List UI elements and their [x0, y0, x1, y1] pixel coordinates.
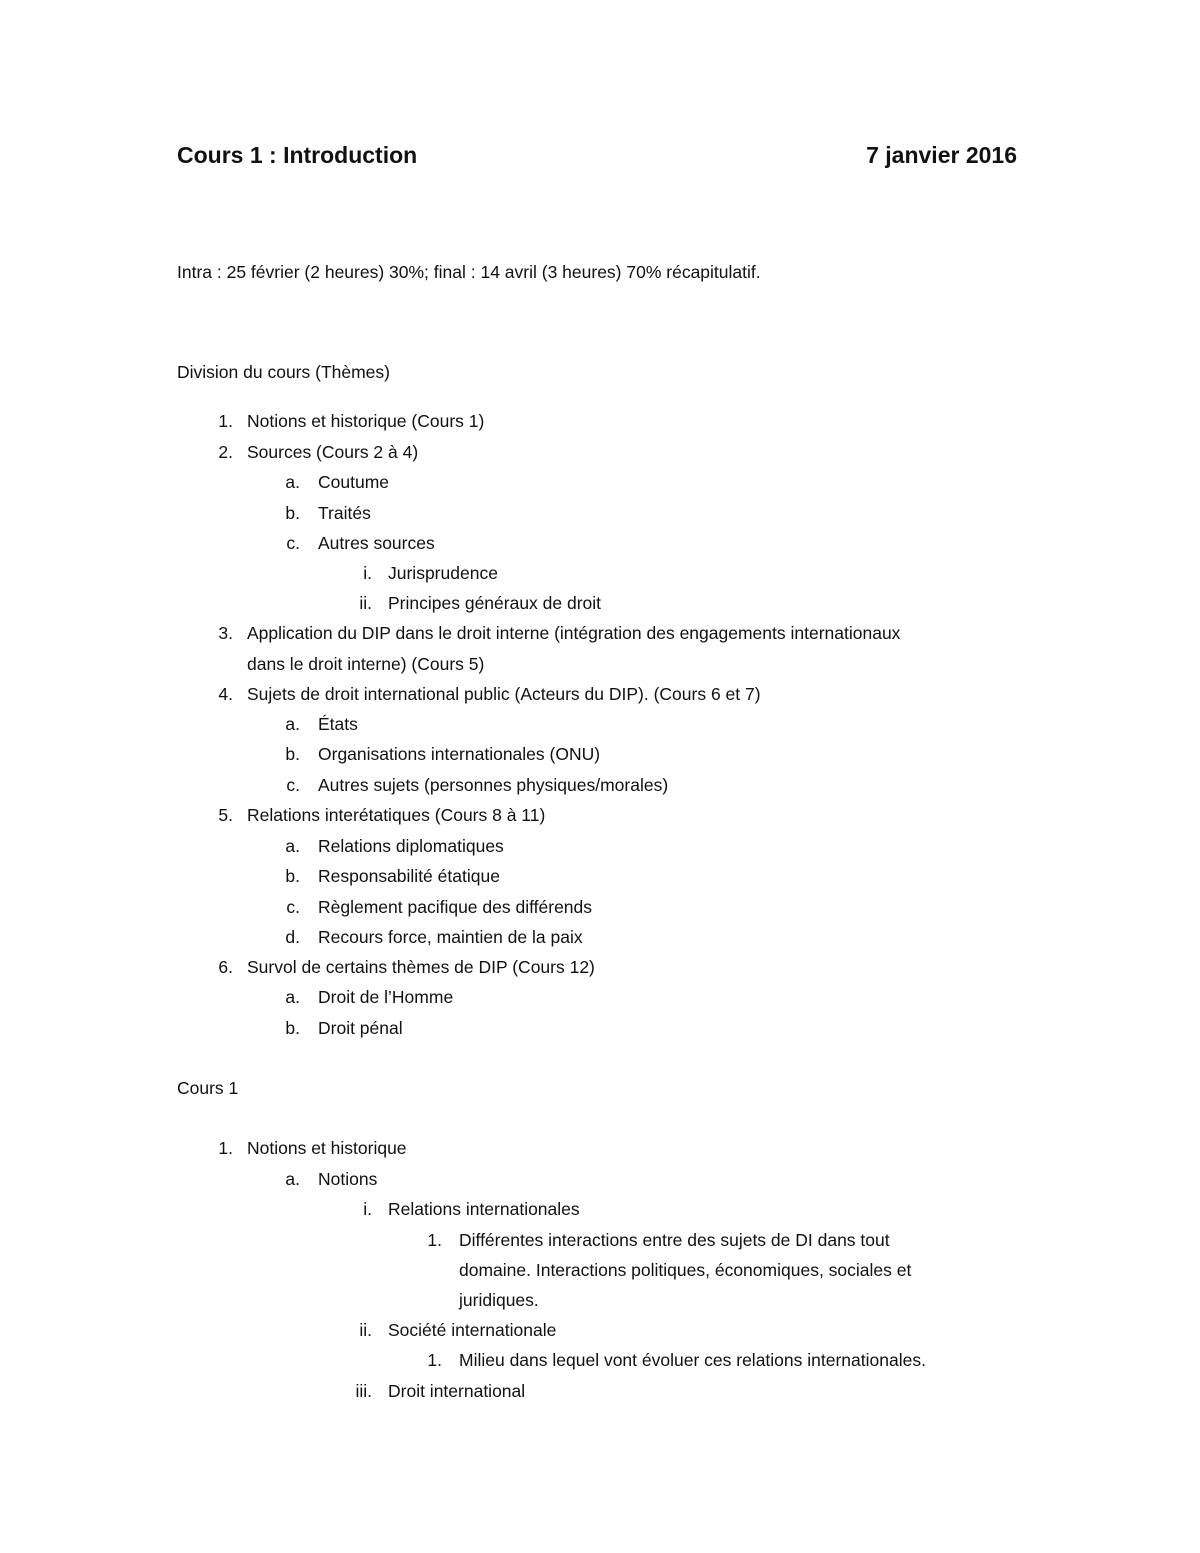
list-marker: b.: [285, 744, 300, 764]
list-marker: 1.: [427, 1230, 442, 1250]
list-item-continuation: dans le droit interne) (Cours 5): [247, 654, 485, 674]
list-item: Droit pénal: [318, 1018, 403, 1038]
list-item: Relations interétatiques (Cours 8 à 11): [247, 805, 546, 825]
list-marker: ii.: [359, 1320, 372, 1340]
list-marker: a.: [285, 836, 300, 856]
list-item: Coutume: [318, 472, 390, 492]
list-item: Autres sources: [318, 533, 435, 553]
list-marker: a.: [285, 1169, 300, 1189]
list-marker: c.: [286, 897, 300, 917]
list-item: Autres sujets (personnes physiques/morales): [318, 775, 669, 795]
list-marker: 4.: [218, 684, 233, 704]
list-marker: a.: [285, 987, 300, 1007]
list-marker: b.: [285, 866, 300, 886]
list-item: Notions: [318, 1169, 378, 1189]
list-item: Sources (Cours 2 à 4): [247, 442, 419, 462]
list-item: Milieu dans lequel vont évoluer ces relations internationales.: [459, 1350, 926, 1370]
list-marker: 1.: [427, 1350, 442, 1370]
list-marker: i.: [363, 563, 372, 583]
document-title: Cours 1 : Introduction: [177, 142, 418, 168]
list-item: Droit de l’Homme: [318, 987, 454, 1007]
cours1-heading: Cours 1: [177, 1078, 239, 1098]
list-item: Traités: [318, 503, 371, 523]
list-item: Notions et historique: [247, 1138, 407, 1158]
list-item-continuation: domaine. Interactions politiques, économiques, sociales et: [459, 1260, 912, 1280]
list-marker: 2.: [218, 442, 233, 462]
list-item: Différentes interactions entre des sujets de DI dans tout: [459, 1230, 890, 1250]
list-marker: 1.: [218, 1138, 233, 1158]
list-marker: b.: [285, 503, 300, 523]
list-marker: c.: [286, 775, 300, 795]
list-marker: 5.: [218, 805, 233, 825]
list-item: Sujets de droit international public (Acteurs du DIP). (Cours 6 et 7): [247, 684, 761, 704]
list-item: Relations diplomatiques: [318, 836, 504, 856]
list-marker: 6.: [218, 957, 233, 977]
list-marker: a.: [285, 472, 300, 492]
list-marker: iii.: [355, 1381, 372, 1401]
list-item: Jurisprudence: [388, 563, 498, 583]
list-item: Notions et historique (Cours 1): [247, 411, 485, 431]
list-marker: i.: [363, 1199, 372, 1219]
list-item: Société internationale: [388, 1320, 557, 1340]
list-item: Organisations internationales (ONU): [318, 744, 601, 764]
list-marker: d.: [285, 927, 300, 947]
list-marker: 1.: [218, 411, 233, 431]
list-item: Principes généraux de droit: [388, 593, 602, 613]
list-item: Règlement pacifique des différends: [318, 897, 593, 917]
list-item-continuation: juridiques.: [459, 1290, 539, 1310]
title-row: [177, 142, 1017, 178]
list-item: Application du DIP dans le droit interne (intégration des engagements internationaux: [247, 623, 901, 643]
list-item: Survol de certains thèmes de DIP (Cours 12): [247, 957, 595, 977]
list-item: Droit international: [388, 1381, 526, 1401]
list-marker: ii.: [359, 593, 372, 613]
exam-schedule: Intra : 25 février (2 heures) 30%; final : 14 avril (3 heures) 70% récapitulatif.: [177, 262, 761, 282]
document-date: 7 janvier 2016: [866, 142, 1017, 168]
list-marker: c.: [286, 533, 300, 553]
list-marker: 3.: [218, 623, 233, 643]
list-marker: a.: [285, 714, 300, 734]
list-item: Recours force, maintien de la paix: [318, 927, 583, 947]
list-item: États: [318, 714, 358, 734]
list-item: Relations internationales: [388, 1199, 580, 1219]
division-heading: Division du cours (Thèmes): [177, 362, 390, 382]
list-marker: b.: [285, 1018, 300, 1038]
list-item: Responsabilité étatique: [318, 866, 500, 886]
